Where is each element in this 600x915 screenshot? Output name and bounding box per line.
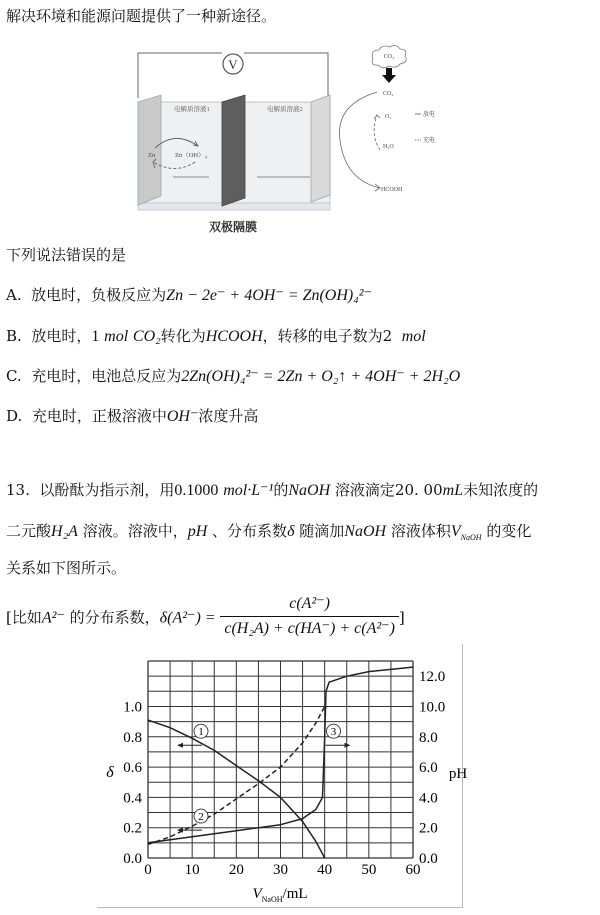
co2-cloud-label: CO₂	[383, 54, 395, 60]
x-tick-label: 10	[184, 862, 200, 878]
y-right-tick-label: 8.0	[419, 729, 438, 746]
note-denominator: c(H₂A) + c(HA⁻) + c(A²⁻)	[224, 620, 395, 637]
note-close: ]	[398, 608, 405, 627]
option-d-species: OH⁻	[166, 408, 199, 425]
h2o-label: H₂O	[383, 144, 394, 150]
q13-acid: H₂A	[51, 523, 78, 540]
x-tick-label: 0	[144, 862, 152, 878]
option-b-unit2: mol	[401, 328, 426, 345]
q13-line3: 关系如下图所示。	[6, 559, 127, 577]
x-tick-label: 30	[273, 862, 288, 878]
q13-text: 随滴加	[299, 522, 345, 540]
y-left-tick-label: 0.2	[123, 820, 142, 837]
option-c	[6, 366, 460, 387]
option-a-text: 放电时，负极反应为	[31, 286, 167, 304]
external-wire	[138, 53, 222, 98]
discharge-curve	[339, 92, 380, 188]
option-d	[6, 406, 258, 427]
option-d-text-pre: 充电时，正极溶液中	[31, 407, 167, 425]
option-b-product: HCOOH	[205, 328, 263, 345]
y-left-tick-label: 0.0	[123, 851, 142, 867]
option-d-text-post: 浓度升高	[198, 407, 259, 425]
q13-text: 二元酸	[6, 522, 52, 540]
right-electrode	[311, 95, 330, 202]
y-right-tick-label: 6.0	[419, 760, 438, 777]
legend-discharge: 放电	[423, 112, 436, 118]
option-b-species: CO₂	[132, 328, 161, 345]
option-b-text-pre: 放电时，	[31, 327, 92, 345]
q13-ml: mL	[442, 482, 464, 499]
option-a-label: A.	[6, 286, 22, 304]
y-right-tick-label: 0.0	[419, 851, 438, 867]
zn-electrode	[138, 95, 161, 205]
option-b-label: B.	[6, 327, 22, 345]
intro-text: 解决环境和能源问题提供了一种新途径。	[6, 7, 277, 25]
down-arrow-icon	[382, 68, 396, 83]
option-a	[6, 285, 372, 306]
option-a-formula: Zn − 2e⁻ + 4OH⁻ = Zn(OH)₄²⁻	[166, 287, 373, 304]
voltmeter-label: V	[228, 57, 238, 72]
option-b-num: 1	[91, 328, 100, 345]
charge-curve	[374, 115, 380, 150]
y-left-tick-label: 1.0	[123, 699, 142, 716]
q13-text: 未知浓度的	[463, 481, 539, 499]
y-axis-right-label: pH	[448, 766, 468, 782]
q13-delta: δ	[287, 523, 295, 540]
q13-text: 的变化	[486, 522, 532, 540]
y-right-tick-label: 12.0	[419, 669, 446, 686]
y-left-tick-label: 0.4	[123, 790, 142, 807]
note-fraction	[220, 592, 399, 641]
q13-v-sub: NaOH	[460, 533, 482, 542]
x-label-v: V	[252, 886, 262, 902]
annotation-label: 3	[330, 726, 337, 739]
electrolyte2-label: 电解质溶液2	[267, 106, 303, 113]
titration-chart	[0, 640, 600, 915]
q13-conc: 0.1000	[174, 482, 219, 499]
note-text: 的分布系数，	[69, 608, 160, 627]
x-label-sub: NaOH	[261, 895, 283, 904]
x-tick-label: 60	[405, 862, 421, 878]
x-axis-label	[252, 886, 307, 904]
x-label-unit: /mL	[282, 886, 308, 902]
option-c-text: 充电时，电池总反应为	[31, 367, 182, 385]
x-tick-label: 20	[228, 862, 244, 878]
tank-bottom	[138, 203, 330, 210]
q13-text: 、分布系数	[212, 522, 288, 540]
arrowhead-icon	[345, 743, 351, 748]
q13-naoh: NaOH	[288, 482, 331, 499]
q13-text: 以酚酞为指示剂，用	[39, 481, 175, 499]
y-right-tick-label: 2.0	[419, 820, 438, 837]
annotation-label: 1	[198, 726, 204, 739]
o2-label: O₂	[385, 114, 392, 120]
y-right-tick-label: 10.0	[419, 699, 446, 716]
q12-prompt: 下列说法错误的是	[6, 246, 127, 264]
q13-text: 溶液。溶液中，	[82, 522, 188, 540]
y-left-tick-label: 0.8	[123, 729, 142, 746]
q13-note	[6, 594, 405, 643]
external-wire-right	[244, 53, 328, 98]
co2-label: CO₂	[383, 91, 394, 97]
battery-diagram	[130, 40, 460, 240]
q13-line1	[6, 480, 538, 501]
q13-text: 溶液体积	[390, 522, 451, 540]
figure1-caption: 双极隔膜	[208, 220, 258, 234]
option-d-label: D.	[6, 407, 23, 425]
option-c-formula: 2Zn(OH)₄²⁻ = 2Zn + O₂↑ + 4OH⁻ + 2H₂O	[181, 368, 461, 385]
note-lhs: δ(A²⁻) =	[159, 609, 216, 627]
note-text: [比如	[6, 608, 42, 627]
x-tick-label: 40	[317, 862, 333, 878]
y-right-tick-label: 4.0	[419, 790, 438, 807]
option-c-label: C.	[6, 367, 22, 385]
q13-text: 的	[273, 481, 289, 499]
chart-ticks	[123, 669, 445, 878]
y-left-tick-label: 0.6	[123, 760, 142, 777]
zn-label: Zn	[148, 152, 156, 159]
note-species: A²⁻	[41, 609, 65, 627]
option-b	[6, 326, 426, 347]
option-b-unit: mol	[104, 328, 129, 345]
hcooh-label: HCOOH	[381, 187, 403, 193]
q13-conc-unit: mol·L⁻¹	[223, 482, 274, 499]
q13-ph: pH	[187, 523, 208, 540]
electrolyte1-label: 电解质溶液1	[174, 106, 210, 113]
x-tick-label: 50	[361, 862, 377, 878]
zn-oh4-label: Zn（OH）₄	[175, 152, 207, 159]
arrowhead-icon	[177, 743, 183, 748]
annotation-label: 2	[198, 811, 204, 824]
y-axis-left-label: δ	[106, 764, 114, 781]
note-numerator: c(A²⁻)	[220, 592, 399, 617]
q13-naoh: NaOH	[344, 523, 387, 540]
option-b-text-mid: 转化为	[160, 327, 206, 345]
q13-text: 溶液滴定20. 00	[334, 481, 443, 499]
legend-charge: 充电	[423, 138, 436, 144]
option-b-text-post: ，转移的电子数为2	[262, 327, 393, 345]
q13-number: 13.	[6, 481, 30, 499]
q13-line2	[6, 521, 531, 542]
q13-v: V	[450, 523, 461, 540]
bipolar-membrane	[222, 95, 245, 206]
